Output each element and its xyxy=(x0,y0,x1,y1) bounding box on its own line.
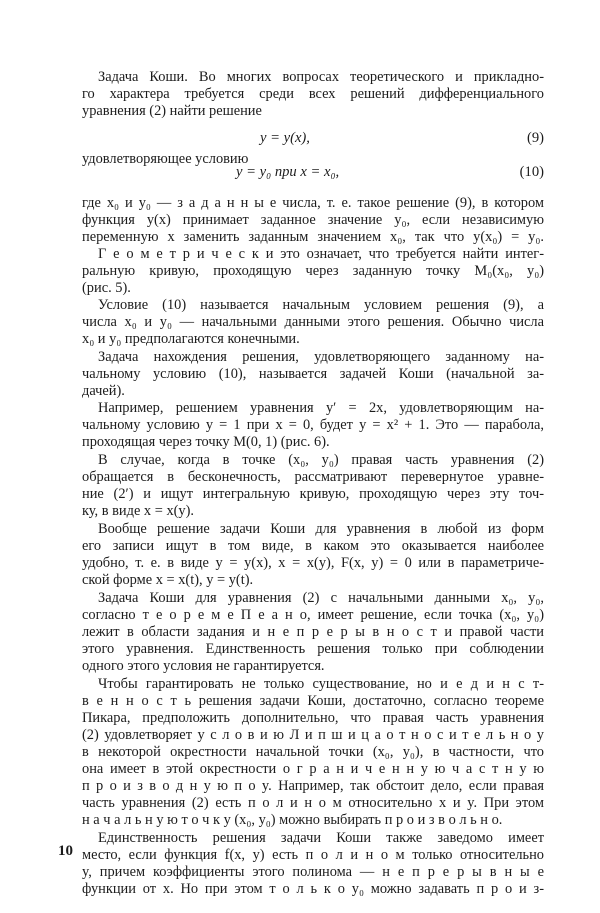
text-line: уравнения (2) найти решение xyxy=(82,103,262,119)
text-line: Например, решением уравнения y′ = 2x, удовлетворяющим на- xyxy=(98,400,544,416)
equation-9: y = y(x), xyxy=(260,130,310,146)
text-line: Единственность решения задачи Коши также заведомо имеет xyxy=(98,830,544,846)
page-number: 10 xyxy=(58,843,73,859)
equation-10: y = y₀ при x = x₀, xyxy=(236,164,340,180)
text-line: чальному условию y = 1 при x = 0, будет y = x² + 1. Это — парабола, xyxy=(82,417,544,433)
text-line: место, если функция f(x, y) есть п о л и н о м только относительно xyxy=(82,847,544,863)
text-line: ской форме x = x(t), y = y(t). xyxy=(82,572,254,588)
text-line: функции от x. Но при этом т о л ь к о y₀ можно задавать п р о и з- xyxy=(82,881,544,897)
text-line: Условие (10) называется начальным условием решения (9), а xyxy=(98,297,544,313)
text-line: она имеет в этой окрестности о г р а н и ч е н н у ю ч а с т н у ю xyxy=(82,761,544,777)
text-line: часть уравнения (2) есть п о л и н о м относительно x и y. При этом xyxy=(82,795,544,811)
text-line: н а ч а л ь н у ю т о ч к у (x₀, y₀) можно выбирать п р о и з в о л ь н о. xyxy=(82,812,503,828)
text-line: согласно т е о р е м е П е а н о, имеет решение, если точка (x₀, y₀) xyxy=(82,607,544,623)
text-line: ку, в виде x = x(y). xyxy=(82,503,195,519)
text-line: В случае, когда в точке (x₀, y₀) правая часть уравнения (2) xyxy=(98,452,544,468)
text-line: го характера требуется среди всех решений дифференциального xyxy=(82,86,544,102)
text-line: удобно, т. е. в виде y = y(x), x = x(y), F(x, y) = 0 или в параметриче- xyxy=(82,555,544,571)
text-line: в е н н о с т ь решения задачи Коши, достаточно, согласно теореме xyxy=(82,693,544,709)
text-line: переменную x заменить заданным значением x₀, так что y(x₀) = y₀. xyxy=(82,229,544,245)
text-line: п р о и з в о д н у ю п о y. Например, так обстоит дело, если правая xyxy=(82,778,544,794)
text-line: где x₀ и y₀ — з а д а н н ы е числа, т. е. такое решение (9), в котором xyxy=(82,195,544,211)
text-line: обращается в бесконечность, рассматривают перевернутое уравне- xyxy=(82,469,544,485)
text-line: ние (2′) и ищут интегральную кривую, проходящую через эту точ- xyxy=(82,486,544,502)
text-line: Г е о м е т р и ч е с к и это означает, что требуется найти интег- xyxy=(98,246,544,262)
text-line: проходящая через точку M(0, 1) (рис. 6). xyxy=(82,434,330,450)
text-line: числа x₀ и y₀ — начальными данными этого решения. Обычно числа xyxy=(82,314,544,330)
text-line: чальному условию (10), называется задачей Коши (начальной за- xyxy=(82,366,544,382)
text-line: x₀ и y₀ предполагаются конечными. xyxy=(82,331,300,347)
text-line: лежит в области задания и н е п р е р ы в н о с т и правой части xyxy=(82,624,544,640)
text-line: функция y(x) принимает заданное значение y₀, если независимую xyxy=(82,212,544,228)
text-line: удовлетворяющее условию xyxy=(82,151,249,167)
text-line: Чтобы гарантировать не только существование, но и е д и н с т- xyxy=(98,676,544,692)
text-line: Задача Коши. Во многих вопросах теоретического и прикладно- xyxy=(98,69,544,85)
equation-number-9: (9) xyxy=(526,130,544,146)
text-line: Задача Коши для уравнения (2) с начальными данными x₀, y₀, xyxy=(98,590,544,606)
text-line: в некоторой окрестности начальной точки (x₀, y₀), в частности, что xyxy=(82,744,544,760)
text-line: Вообще решение задачи Коши для уравнения в любой из форм xyxy=(98,521,544,537)
equation-number-10: (10) xyxy=(519,164,544,180)
text-line: этого уравнения. Единственность решения только при соблюдении xyxy=(82,641,544,657)
text-line: Пикара, предположить дополнительно, что правая часть уравнения xyxy=(82,710,544,726)
text-line: (2) удовлетворяет у с л о в и ю Л и п ш и ц а о т н о с и т е л ь н о y xyxy=(82,727,544,743)
text-line: его записи ищут в том виде, в каком это оказывается наиболее xyxy=(82,538,544,554)
text-line: (рис. 5). xyxy=(82,280,131,296)
text-line: ральную кривую, проходящую через заданную точку M₀(x₀, y₀) xyxy=(82,263,544,279)
text-line: y, причем коэффициенты этого полинома — н е п р е р ы в н ы е xyxy=(82,864,544,880)
text-line: дачей). xyxy=(82,383,125,399)
text-line: Задача нахождения решения, удовлетворяющего заданному на- xyxy=(98,349,544,365)
text-line: одного этого условия не гарантируется. xyxy=(82,658,325,674)
